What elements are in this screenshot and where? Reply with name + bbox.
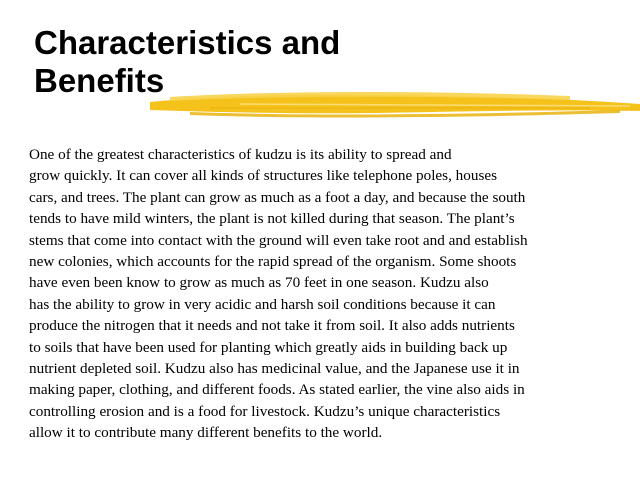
body-line: nutrient depleted soil. Kudzu also has medicinal value, and the Japanese use it in: [29, 360, 520, 378]
body-line: controlling erosion and is a food for livestock. Kudzu’s unique characteristics: [29, 402, 501, 420]
body-line: produce the nitrogen that it needs and not take it from soil. It also adds nutrients: [29, 317, 515, 335]
body-line: tends to have mild winters, the plant is not killed during that season. The plant’s: [29, 210, 515, 228]
body-line: have even been know to grow as much as 70 feet in one season. Kudzu also: [29, 274, 489, 292]
body-line: new colonies, which accounts for the rapid spread of the organism. Some shoots: [29, 253, 517, 271]
body-line: cars, and trees. The plant can grow as much as a foot a day, and because the south: [29, 188, 526, 206]
body-line: grow quickly. It can cover all kinds of structures like telephone poles, houses: [29, 167, 498, 185]
slide-title: [34, 24, 340, 100]
slide-title-line-1: Characteristics and: [34, 24, 341, 61]
body-line: One of the greatest characteristics of kudzu is its ability to spread and: [29, 146, 452, 163]
slide-title-line-2: Benefits: [34, 62, 165, 99]
body-line: has the ability to grow in very acidic and harsh soil conditions because it can: [29, 295, 496, 313]
body-line: making paper, clothing, and different foods. As stated earlier, the vine also aids in: [29, 381, 525, 399]
body-line: stems that come into contact with the ground will even take root and and establish: [29, 231, 528, 249]
body-line: allow it to contribute many different benefits to the world.: [29, 424, 383, 442]
body-line: to soils that have been used for planting which greatly aids in building back up: [29, 338, 508, 356]
body-paragraph: [29, 144, 629, 444]
